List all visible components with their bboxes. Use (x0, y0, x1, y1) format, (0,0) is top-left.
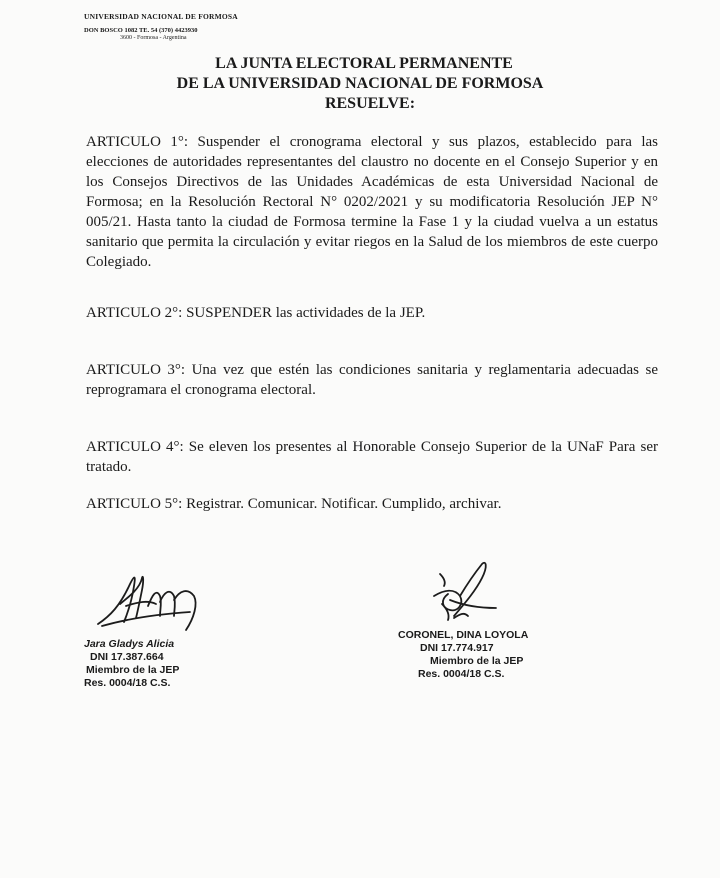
article-3-text: Una vez que estén las condiciones sanitaria y reglamentaria adecuadas se reprogramara el cronograma electoral. (86, 362, 658, 398)
article-5-text: Registrar. Comunicar. Notificar. Cumplido, archivar. (186, 496, 502, 512)
letterhead-institution: UNIVERSIDAD NACIONAL DE FORMOSA (84, 12, 238, 21)
article-4 (86, 437, 658, 477)
signature-left-image (90, 566, 220, 636)
letterhead-address: DON BOSCO 1082 TE. 54 (370) 4423930 (84, 27, 198, 34)
signatory-right (398, 629, 528, 681)
signatory-right-res: Res. 0004/18 C.S. (418, 668, 505, 680)
article-5-label: ARTICULO 5°: (86, 496, 183, 512)
signatory-right-name: CORONEL, DINA LOYOLA (398, 629, 529, 641)
article-1-label: ARTICULO 1°: (86, 134, 189, 150)
article-3 (86, 360, 658, 400)
article-1-text: Suspender el cronograma electoral y sus plazos, establecido para las elecciones de autoridades representantes del claustro no docente en el Consejo Superior y en los Consejos Directivos de las Unidades Académicas de esta Universidad Nacional de Formosa; en la Resolución Rectoral N° 0202/2021 y su modificatoria Resolución JEP N° 005/21. Hasta tanto la ciudad de Formosa termine la Fase 1 y la ciudad vuelva a un estatus sanitario que permita la circulación y evitar riegos en la Salud de los miembros de este cuerpo Colegiado. (86, 134, 659, 270)
signatory-right-role: Miembro de la JEP (430, 655, 524, 667)
article-2 (86, 303, 658, 323)
article-5 (86, 494, 658, 514)
signatory-left-role: Miembro de la JEP (86, 664, 180, 676)
article-4-label: ARTICULO 4°: (86, 439, 184, 455)
signatory-left-name: Jara Gladys Alicia (84, 638, 175, 650)
signatory-left-res: Res. 0004/18 C.S. (84, 677, 171, 689)
article-2-label: ARTICULO 2°: (86, 305, 183, 321)
article-3-label: ARTICULO 3°: (86, 362, 186, 378)
heading-line-2: DE LA UNIVERSIDAD NACIONAL DE FORMOSA (176, 75, 544, 92)
heading-line-1: LA JUNTA ELECTORAL PERMANENTE (215, 55, 513, 72)
article-4-text: Se eleven los presentes al Honorable Consejo Superior de la UNaF Para ser tratado. (86, 439, 659, 475)
article-2-text: SUSPENDER las actividades de la JEP. (186, 305, 426, 321)
heading-line-3: RESUELVE: (324, 95, 416, 112)
resolution-heading (0, 54, 720, 114)
letterhead (84, 8, 284, 41)
signatory-left-dni: DNI 17.387.664 (90, 651, 164, 663)
signatory-right-dni: DNI 17.774.917 (420, 642, 494, 654)
signatory-left (84, 638, 179, 690)
signature-right-image (420, 556, 530, 626)
letterhead-city: 3600 - Formosa - Argentina (120, 35, 187, 41)
article-1 (86, 132, 658, 272)
